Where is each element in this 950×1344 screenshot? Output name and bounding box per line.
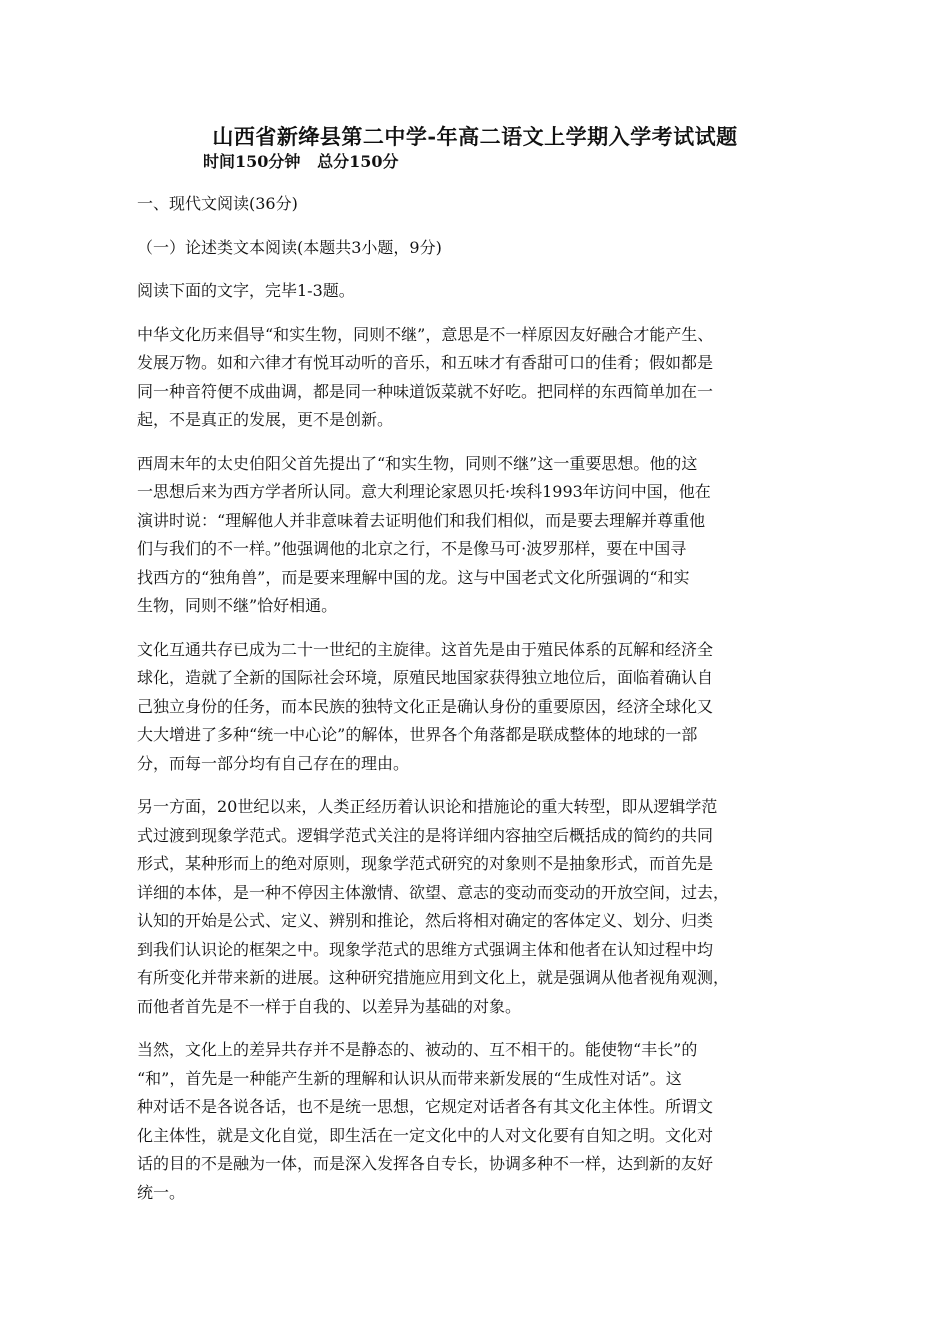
paragraph-4 — [137, 793, 803, 1021]
paragraph-line: 找西方的“独角兽”，而是要来理解中国的龙。这与中国老式文化所强调的“和实 — [137, 567, 690, 587]
paragraph-line: 当然，文化上的差异共存并不是静态的、被动的、互不相干的。能使物“丰长”的 — [137, 1040, 698, 1059]
reading-instruction: 阅读下面的文字，完毕1-3题。 — [137, 281, 355, 300]
paragraph-line: 起，不是真正的发展，更不是创新。 — [137, 410, 394, 429]
paragraph-line: 同一种音符便不成曲调，都是同一种味道饭菜就不好吃。把同样的东西简单加在一 — [137, 381, 714, 401]
paragraph-line: 式过渡到现象学范式。逻辑学范式关注的是将详细内容抽空后概括成的简约的共同 — [137, 825, 714, 845]
paragraph-line: 种对话不是各说各话，也不是统一思想，它规定对话者各有其文化主体性。所谓文 — [137, 1097, 714, 1116]
paragraph-line: 分，而每一部分均有自己存在的理由。 — [137, 753, 410, 773]
paragraph-line: 西周末年的太史伯阳父首先提出了“和实生物，同则不继”这一重要思想。他的这 — [137, 453, 698, 473]
paragraph-line: 统一。 — [137, 1182, 186, 1202]
paragraph-line: 生物，同则不继”恰好相通。 — [137, 596, 338, 615]
paragraph-line: 己独立身份的任务，而本民族的独特文化正是确认身份的重要原因，经济全球化又 — [137, 696, 714, 716]
paragraph-line: 到我们认识论的框架之中。现象学范式的思维方式强调主体和他者在认知过程中均 — [137, 939, 714, 959]
paragraph-5 — [137, 1036, 803, 1207]
paragraph-line: 话的目的不是融为一体，而是深入发挥各自专长，协调多种不一样，达到新的友好 — [137, 1154, 714, 1173]
paragraph-line: 另一方面，20世纪以来，人类正经历着认识论和措施论的重大转型，即从逻辑学范 — [137, 797, 718, 816]
paragraph-3 — [137, 636, 803, 779]
paragraph-line: 大大增进了多种“统一中心论”的解体，世界各个角落都是联成整体的地球的一部 — [137, 725, 698, 744]
paragraph-line: 详细的本体，是一种不停因主体激情、欲望、意志的变动而变动的开放空间，过去， — [137, 882, 730, 902]
paragraph-line: 们与我们的不一样。”他强调他的北京之行，不是像马可·波罗那样，要在中国寻 — [137, 539, 687, 558]
paragraph-line: 球化，造就了全新的国际社会环境，原殖民地国家获得独立地位后，面临着确认自 — [137, 668, 714, 687]
paragraph-line: “和”，首先是一种能产生新的理解和认识从而带来新发展的“生成性对话”。这 — [137, 1068, 682, 1088]
paragraph-line: 演讲时说：“理解他人并非意味着去证明他们和我们相似，而是要去理解并尊重他 — [137, 510, 706, 530]
paragraph-line: 而他者首先是不一样于自我的、以差异为基础的对象。 — [137, 996, 522, 1016]
paragraph-line: 有所变化并带来新的进展。这种研究措施应用到文化上，就是强调从他者视角观测， — [137, 968, 730, 987]
exam-body — [137, 190, 803, 1222]
paragraph-line: 中华文化历来倡导“和实生物，同则不继”，意思是不一样原因友好融合才能产生、 — [137, 324, 714, 344]
exam-title: 山西省新绛县第二中学-年高二语文上学期入学考试试题 — [212, 124, 738, 149]
exam-time-and-score: 时间150分钟 总分150分 — [203, 152, 399, 171]
paragraph-line: 形式，某种形而上的绝对原则，现象学范式研究的对象则不是抽象形式，而首先是 — [137, 854, 714, 873]
paragraph-1 — [137, 321, 803, 435]
paragraph-line: 发展万物。如和六律才有悦耳动听的音乐，和五味才有香甜可口的佳肴；假如都是 — [137, 353, 714, 372]
subsection-heading: （一）论述类文本阅读(本题共3小题，9分) — [137, 237, 442, 257]
paragraph-line: 文化互通共存已成为二十一世纪的主旋律。这首先是由于殖民体系的瓦解和经济全 — [137, 639, 714, 659]
section-heading: 一、现代文阅读(36分) — [137, 194, 298, 213]
paragraph-line: 认知的开始是公式、定义、辨别和推论，然后将相对确定的客体定义、划分、归类 — [137, 911, 714, 930]
paragraph-2 — [137, 450, 803, 621]
paragraph-line: 化主体性，就是文化自觉，即生活在一定文化中的人对文化要有自知之明。文化对 — [137, 1125, 714, 1145]
paragraph-line: 一思想后来为西方学者所认同。意大利理论家恩贝托·埃科1993年访问中国，他在 — [137, 482, 711, 501]
